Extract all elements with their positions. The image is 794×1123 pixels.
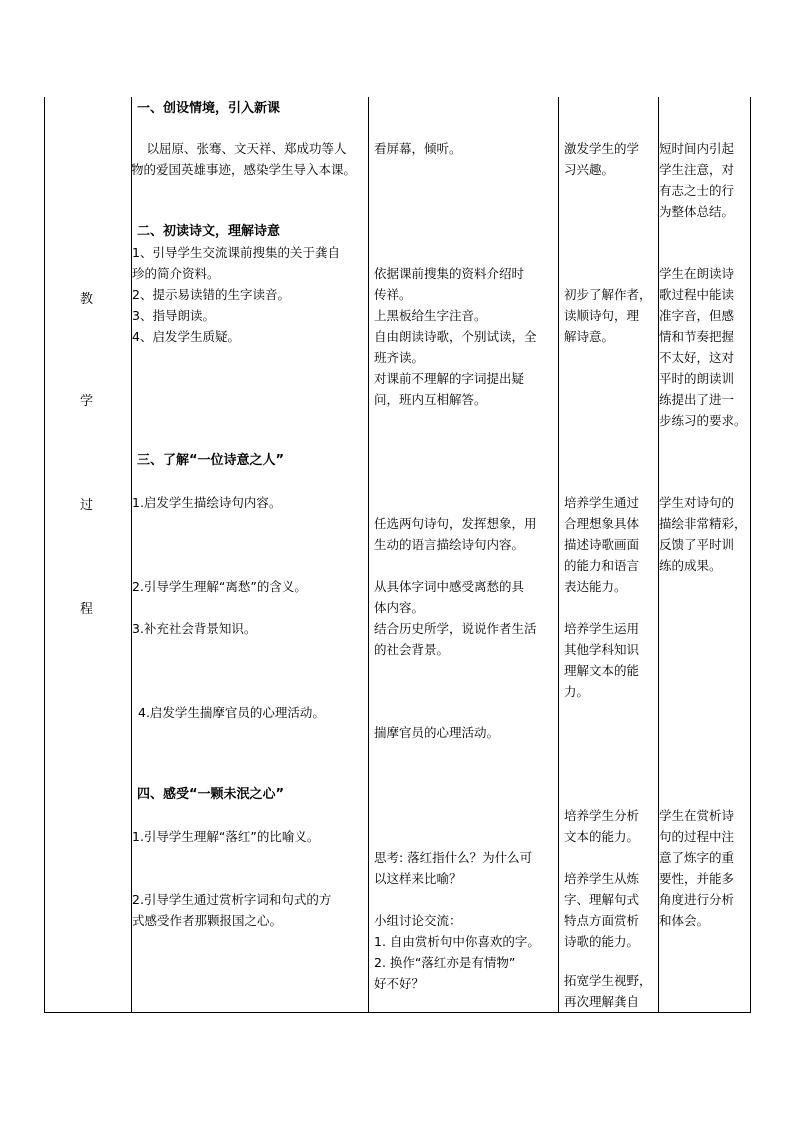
section-2-student-line: 班齐读。 xyxy=(374,350,425,365)
section-4-teacher-line: 2.引导学生通过赏析字词和句式的方 xyxy=(132,892,332,907)
section-2-student-line: 对课前不理解的字词提出疑 xyxy=(374,371,525,386)
section-3-intent-line: 表达能力。 xyxy=(564,579,627,594)
section-2-teacher-line: 珍的简介资料。 xyxy=(132,266,220,281)
section-4-student-line: 好不好？ xyxy=(374,976,425,991)
section-4-intent-line: 再次理解龚自 xyxy=(564,994,640,1009)
section-4-intent-line: 诗歌的能力。 xyxy=(564,934,640,949)
section-4-intent-line: 文本的能力。 xyxy=(564,829,640,844)
section-4-student-line: 2. 换作“落红亦是有情物” xyxy=(374,955,516,970)
section-2-teacher-line: 1、引导学生交流课前搜集的关于龚自 xyxy=(132,245,340,260)
left-label-char: 程 xyxy=(80,602,94,617)
table-bottom-border xyxy=(44,1012,750,1013)
section-4-teacher-line: 式感受作者那颗报国之心。 xyxy=(132,913,283,928)
section-2-intent-line: 读顺诗句，理 xyxy=(564,308,640,323)
section-3-student-line: 揣摩官员的心理活动。 xyxy=(374,725,500,740)
section-2-note-line: 练提出了进一 xyxy=(659,392,735,407)
table-right-border xyxy=(750,97,751,1013)
section-4-intent-line: 字、理解句式 xyxy=(564,892,640,907)
section-4-intent-line: 拓宽学生视野， xyxy=(564,973,652,988)
section-1-note-line: 短时间内引起 xyxy=(659,141,735,156)
section-4-heading: 四、感受“一颗未泯之心” xyxy=(137,787,285,802)
section-4-intent-line: 培养学生从炼 xyxy=(564,871,640,886)
section-3-student-line: 体内容。 xyxy=(374,600,425,615)
section-4-student-line: 小组讨论交流： xyxy=(374,913,462,928)
section-1-student-line: 看屏幕，倾听。 xyxy=(374,141,462,156)
section-2-note-line: 步练习的要求。 xyxy=(659,413,747,428)
section-1-teacher-line: 以屈原、张骞、文天祥、郑成功等人 xyxy=(134,141,347,156)
table-left-border xyxy=(44,97,45,1013)
section-3-student-line: 从具体字词中感受离愁的具 xyxy=(374,579,525,594)
section-2-student-line: 上黑板给生字注音。 xyxy=(374,308,487,323)
section-3-intent-line: 描述诗歌画面 xyxy=(564,537,640,552)
section-3-note-line: 学生对诗句的 xyxy=(659,495,735,510)
section-2-teacher-line: 3、指导朗读。 xyxy=(132,308,215,323)
section-4-intent-line: 培养学生分析 xyxy=(564,808,640,823)
left-label-char: 学 xyxy=(80,394,94,409)
column-divider-1 xyxy=(131,97,132,1013)
section-4-note-line: 句的过程中注 xyxy=(659,829,735,844)
section-2-note-line: 歌过程中能读 xyxy=(659,287,735,302)
section-2-student-line: 依据课前搜集的资料介绍时 xyxy=(374,266,525,281)
section-3-teacher-line: 3.补充社会背景知识。 xyxy=(132,621,257,636)
section-3-teacher-line: 1.启发学生描绘诗句内容。 xyxy=(132,495,282,510)
section-2-teacher-line: 4、启发学生质疑。 xyxy=(132,329,240,344)
section-3-intent-line: 理解文本的能 xyxy=(564,663,640,678)
section-4-student-line: 思考: 落红指什么？为什么可 xyxy=(374,850,533,865)
left-label-char: 过 xyxy=(80,498,94,513)
section-3-heading: 三、了解“一位诗意之人” xyxy=(137,453,285,468)
section-4-note-line: 要性，并能多 xyxy=(659,871,735,886)
section-3-note-line: 练的成果。 xyxy=(659,558,722,573)
section-3-student-line: 的社会背景。 xyxy=(374,642,450,657)
section-4-note-line: 学生在赏析诗 xyxy=(659,808,735,823)
section-4-student-line: 以这样来比喻？ xyxy=(374,871,462,886)
section-3-teacher-line: 2.引导学生理解“离愁”的含义。 xyxy=(132,579,307,594)
section-3-intent-line: 合理想象具体 xyxy=(564,516,640,531)
section-2-intent-line: 解诗意。 xyxy=(564,329,615,344)
section-4-note-line: 角度进行分析 xyxy=(659,892,735,907)
section-1-heading: 一、创设情境，引入新课 xyxy=(137,101,281,116)
section-4-student-line: 1. 自由赏析句中你喜欢的字。 xyxy=(374,934,540,949)
section-3-note-line: 反馈了平时训 xyxy=(659,537,735,552)
section-1-note-line: 为整体总结。 xyxy=(659,204,735,219)
section-3-intent-line: 培养学生通过 xyxy=(564,495,640,510)
section-1-teacher-line: 物的爱国英雄事迹，感染学生导入本课。 xyxy=(131,162,357,177)
section-2-note-line: 不太好，这对 xyxy=(659,350,735,365)
section-3-student-line: 任选两句诗句，发挥想象，用 xyxy=(374,516,537,531)
section-1-intent-line: 激发学生的学 xyxy=(564,141,640,156)
section-1-note-line: 学生注意，对 xyxy=(659,162,735,177)
section-1-note-line: 有志之士的行 xyxy=(659,183,735,198)
section-4-intent-line: 特点方面赏析 xyxy=(564,913,640,928)
section-2-note-line: 情和节奏把握 xyxy=(659,329,735,344)
column-divider-2 xyxy=(368,97,369,1013)
section-2-teacher-line: 2、提示易读错的生字读音。 xyxy=(132,287,290,302)
section-2-note-line: 平时的朗读训 xyxy=(659,371,735,386)
section-3-intent-line: 的能力和语言 xyxy=(564,558,640,573)
section-3-teacher-line: 4.启发学生揣摩官员的心理活动。 xyxy=(138,705,325,720)
section-3-intent-line: 力。 xyxy=(564,684,590,699)
section-2-intent-line: 初步了解作者， xyxy=(564,287,652,302)
section-4-note-line: 和体会。 xyxy=(659,913,710,928)
section-3-intent-line: 其他学科知识 xyxy=(564,642,640,657)
section-4-teacher-line: 1.引导学生理解“落红”的比喻义。 xyxy=(132,829,320,844)
column-divider-3 xyxy=(558,97,559,1013)
section-3-student-line: 结合历史所学，说说作者生活 xyxy=(374,621,537,636)
section-3-note-line: 描绘非常精彩， xyxy=(659,516,747,531)
section-2-note-line: 学生在朗读诗 xyxy=(659,266,735,281)
section-2-note-line: 准字音，但感 xyxy=(659,308,735,323)
section-2-heading: 二、初读诗文，理解诗意 xyxy=(137,224,281,239)
left-label-char: 教 xyxy=(80,292,94,307)
section-3-intent-line: 培养学生运用 xyxy=(564,621,640,636)
section-2-student-line: 问，班内互相解答。 xyxy=(374,392,487,407)
section-3-student-line: 生动的语言描绘诗句内容。 xyxy=(374,537,525,552)
section-2-student-line: 传祥。 xyxy=(374,287,412,302)
section-4-note-line: 意了炼字的重 xyxy=(659,850,735,865)
section-2-student-line: 自由朗读诗歌，个别试读，全 xyxy=(374,329,537,344)
section-1-intent-line: 习兴趣。 xyxy=(564,162,615,177)
